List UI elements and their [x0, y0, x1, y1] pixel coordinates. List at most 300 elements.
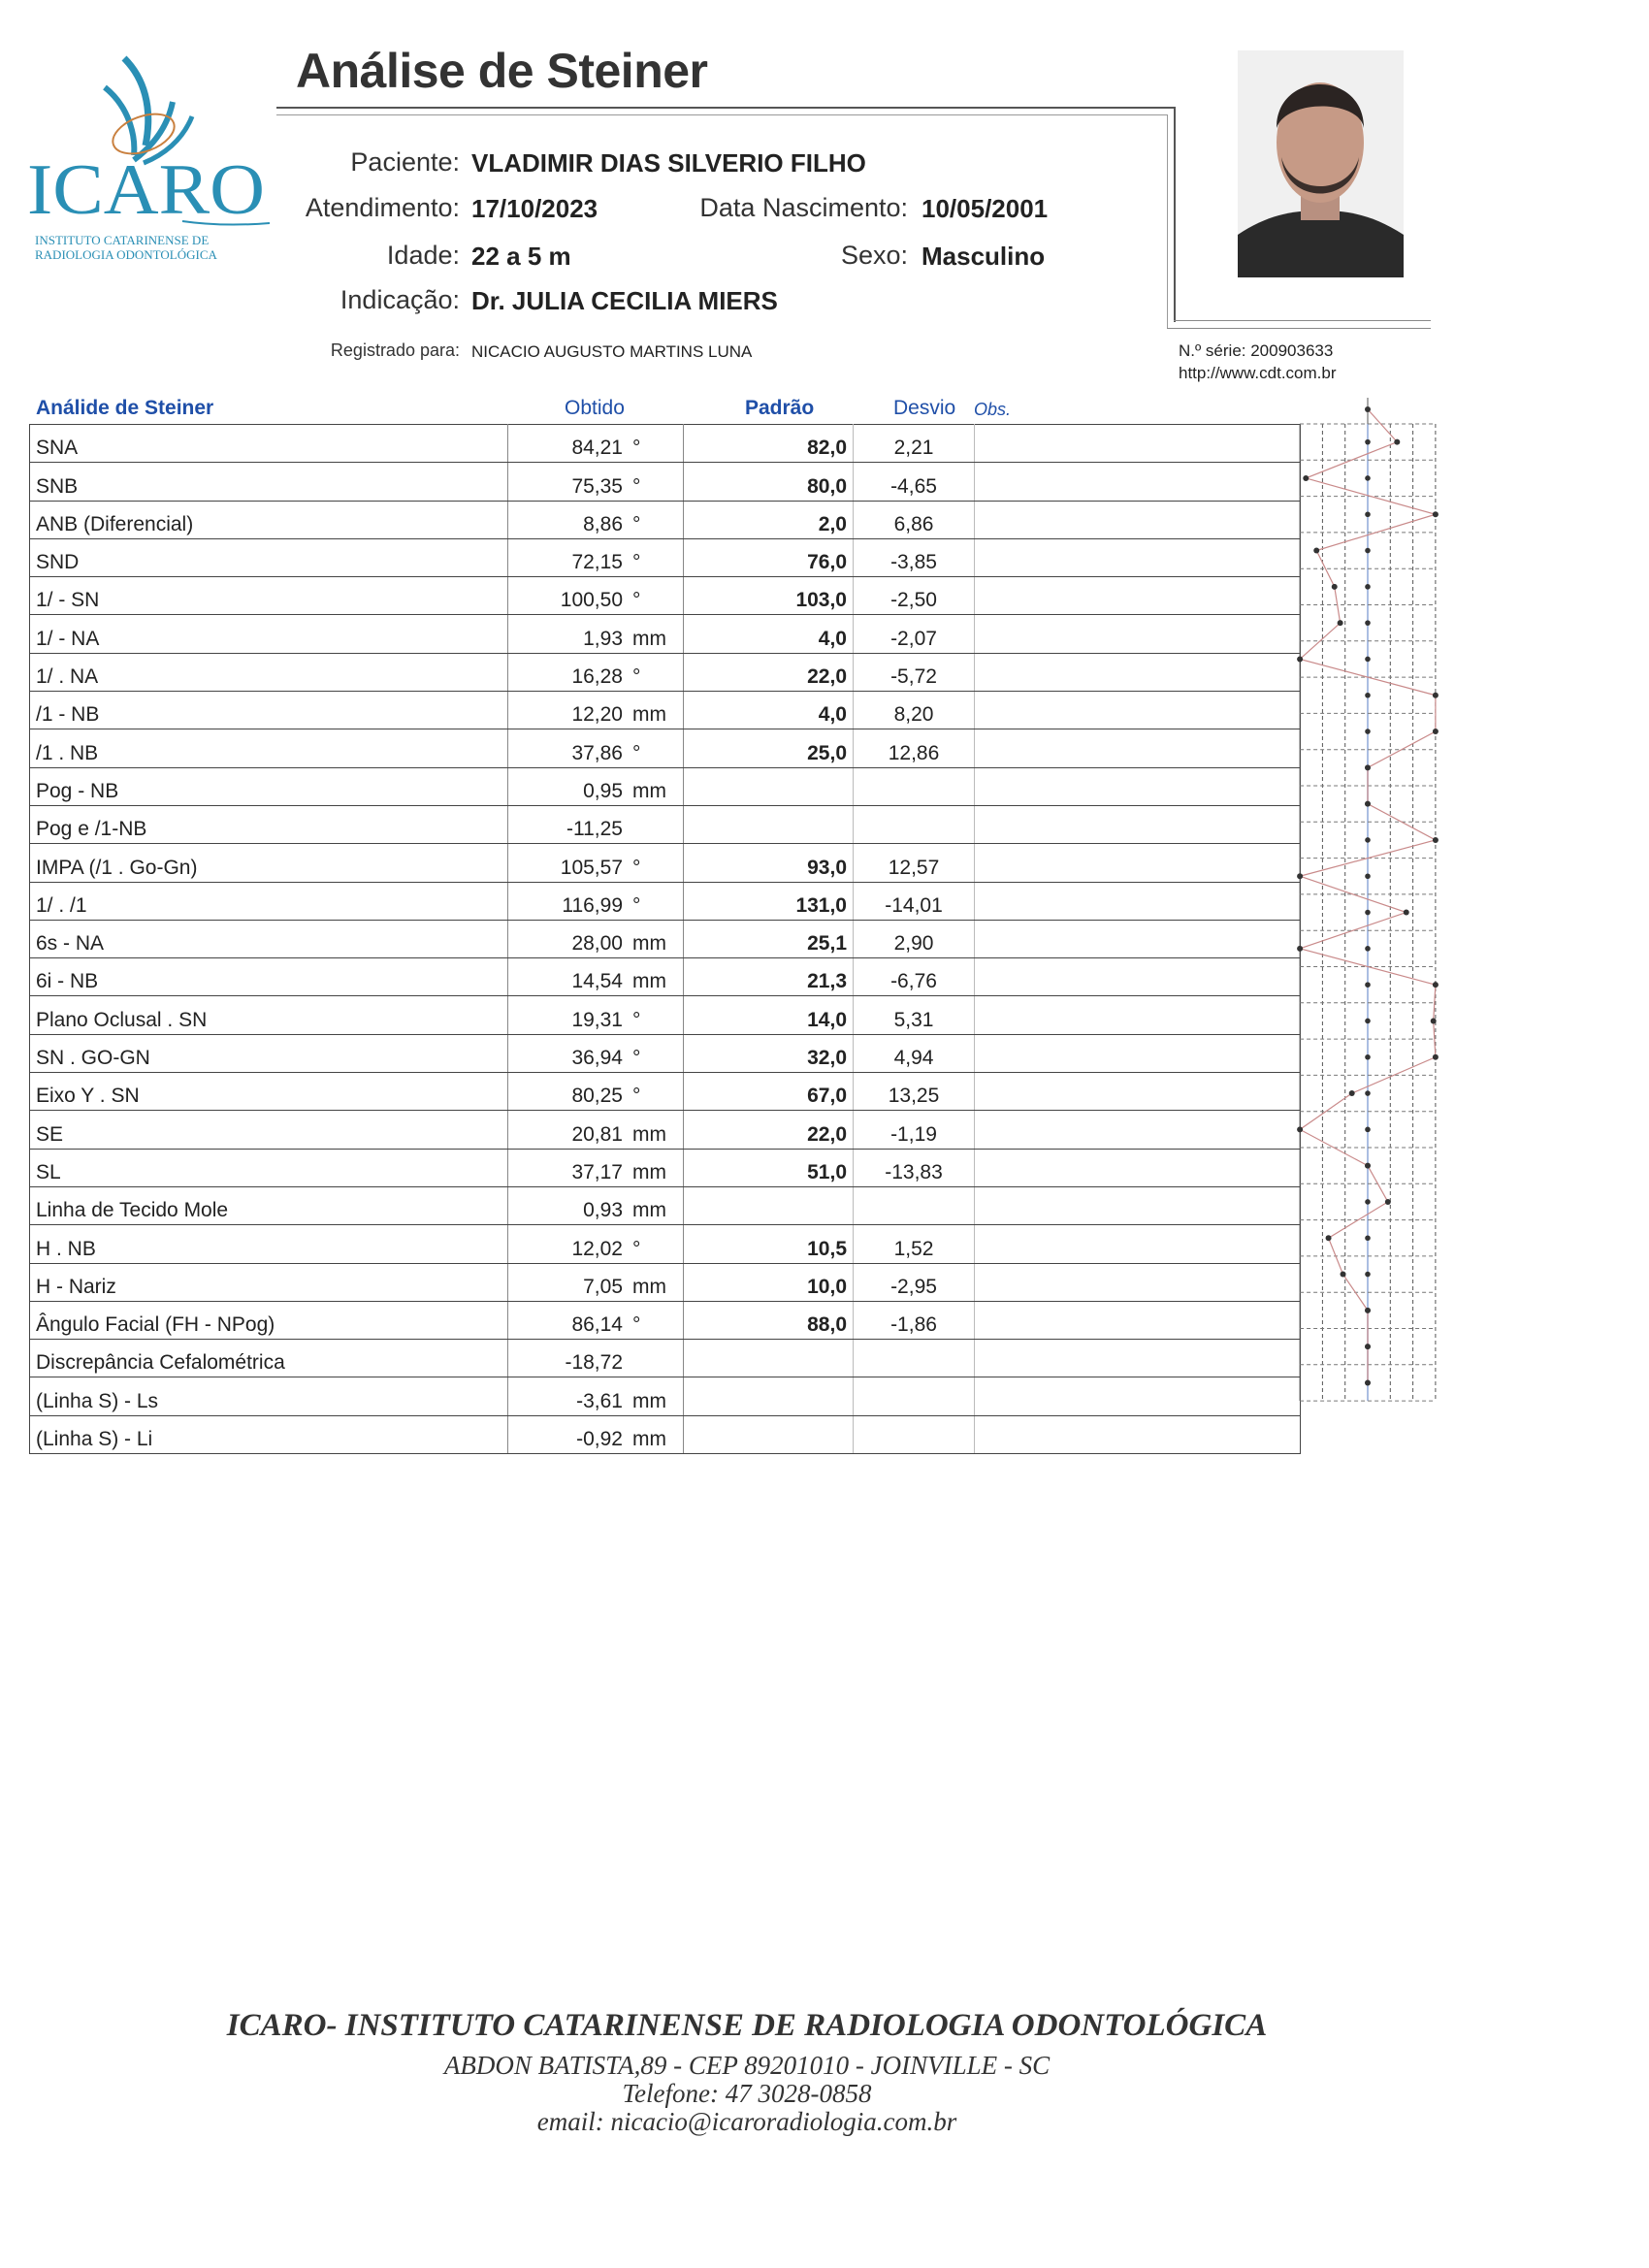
obs-cell: [975, 1111, 1301, 1149]
icaro-logo: [27, 49, 299, 228]
obtido-cell: [508, 615, 684, 653]
desvio-value: 12,86: [854, 729, 975, 767]
sexo-value: Masculino: [922, 242, 1046, 271]
padrao-value: 2,0: [684, 501, 854, 538]
obtido-value: 37,17: [571, 1160, 623, 1183]
padrao-value: 67,0: [684, 1073, 854, 1111]
chart-deviation-point: [1365, 764, 1371, 770]
indicacao-value: Dr. JULIA CECILIA MIERS: [471, 286, 778, 315]
obtido-cell: [508, 1340, 684, 1377]
obtido-value: 14,54: [571, 970, 623, 993]
divider: [276, 114, 1167, 115]
patient-photo: [1238, 50, 1404, 277]
chart-deviation-point: [1365, 801, 1371, 807]
chart-norm-point: [1365, 1090, 1371, 1096]
chart-norm-point: [1365, 1127, 1371, 1133]
table-row: [30, 1073, 1301, 1111]
measure-name: 1/ . /1: [30, 882, 508, 920]
desvio-value: -3,85: [854, 538, 975, 576]
table-row: [30, 844, 1301, 882]
obs-cell: [975, 463, 1301, 501]
nascimento-value: 10/05/2001: [922, 194, 1049, 223]
obtido-value: 8,86: [583, 512, 623, 535]
obs-cell: [975, 805, 1301, 843]
measure-name: /1 . NB: [30, 729, 508, 767]
obs-cell: [975, 692, 1301, 729]
table-row: [30, 1377, 1301, 1415]
unit-label: mm: [632, 703, 666, 727]
divider: [1167, 328, 1431, 329]
unit-label: °: [632, 1237, 641, 1260]
measure-name: Linha de Tecido Mole: [30, 1186, 508, 1224]
measure-name: 6i - NB: [30, 958, 508, 996]
chart-deviation-point: [1313, 548, 1319, 554]
table-header-name: Análide de Steiner: [36, 397, 214, 419]
obtido-value: 116,99: [562, 893, 623, 917]
padrao-value: 93,0: [684, 844, 854, 882]
chart-norm-point: [1365, 1019, 1371, 1024]
chart-deviation-point: [1303, 475, 1309, 481]
chart-deviation-point: [1433, 982, 1439, 988]
unit-label: °: [632, 665, 641, 689]
obtido-cell: [508, 692, 684, 729]
deviation-chart: [1290, 388, 1445, 1407]
unit-label: mm: [632, 1160, 666, 1183]
unit-label: °: [632, 741, 641, 764]
chart-norm-point: [1365, 982, 1371, 988]
chart-deviation-point: [1385, 1199, 1391, 1205]
table-row: [30, 767, 1301, 805]
padrao-value: 25,0: [684, 729, 854, 767]
obs-cell: [975, 882, 1301, 920]
obtido-value: -0,92: [576, 1428, 623, 1451]
measure-name: Pog - NB: [30, 767, 508, 805]
chart-norm-point: [1365, 1054, 1371, 1060]
table-row: [30, 1340, 1301, 1377]
measure-name: Plano Oclusal . SN: [30, 996, 508, 1034]
chart-deviation-point: [1297, 656, 1303, 662]
obtido-value: 0,93: [583, 1199, 623, 1222]
idade-label: Idade:: [386, 241, 460, 270]
desvio-value: 6,86: [854, 501, 975, 538]
measure-name: ANB (Diferencial): [30, 501, 508, 538]
desvio-value: -4,65: [854, 463, 975, 501]
chart-deviation-point: [1338, 620, 1343, 626]
nascimento-label: Data Nascimento:: [699, 193, 908, 222]
padrao-value: 51,0: [684, 1149, 854, 1186]
desvio-value: 4,94: [854, 1034, 975, 1072]
padrao-value: [684, 1186, 854, 1224]
footer-email: email: nicacio@icaroradiologia.com.br: [536, 2107, 957, 2136]
obtido-cell: [508, 729, 684, 767]
padrao-value: 22,0: [684, 653, 854, 691]
unit-label: mm: [632, 970, 666, 993]
chart-deviation-point: [1332, 584, 1338, 590]
indicacao-label: Indicação:: [340, 285, 460, 314]
obs-cell: [975, 1263, 1301, 1301]
table-row: [30, 1415, 1301, 1453]
obtido-cell: [508, 1149, 684, 1186]
padrao-value: [684, 1415, 854, 1453]
paciente-label: Paciente:: [350, 147, 460, 177]
obtido-value: 37,86: [571, 741, 623, 764]
desvio-value: 1,52: [854, 1225, 975, 1263]
desvio-value: [854, 1340, 975, 1377]
padrao-value: 14,0: [684, 996, 854, 1034]
obs-cell: [975, 1073, 1301, 1111]
logo-subtitle-2: RADIOLOGIA ODONTOLÓGICA: [35, 247, 217, 262]
obs-cell: [975, 1415, 1301, 1453]
page-title: Análise de Steiner: [296, 44, 708, 98]
divider: [276, 107, 1174, 109]
chart-norm-point: [1365, 620, 1371, 626]
table-row: [30, 538, 1301, 576]
unit-label: mm: [632, 932, 666, 956]
obtido-value: 80,25: [571, 1085, 623, 1108]
obtido-value: 105,57: [560, 856, 623, 879]
desvio-value: [854, 805, 975, 843]
obs-cell: [975, 767, 1301, 805]
measure-name: Discrepância Cefalométrica: [30, 1340, 508, 1377]
unit-label: mm: [632, 1428, 666, 1451]
chart-deviation-point: [1326, 1235, 1332, 1241]
unit-label: °: [632, 437, 641, 460]
desvio-value: -2,95: [854, 1263, 975, 1301]
table-row: [30, 1225, 1301, 1263]
table-row: [30, 501, 1301, 538]
chart-deviation-point: [1433, 693, 1439, 698]
measure-name: (Linha S) - Ls: [30, 1377, 508, 1415]
padrao-value: 4,0: [684, 615, 854, 653]
padrao-value: 10,0: [684, 1263, 854, 1301]
table-row: [30, 882, 1301, 920]
chart-deviation-point: [1297, 946, 1303, 952]
padrao-value: [684, 1340, 854, 1377]
obtido-cell: [508, 577, 684, 615]
chart-norm-point: [1365, 946, 1371, 952]
chart-norm-point: [1365, 548, 1371, 554]
obs-cell: [975, 844, 1301, 882]
measure-name: SNB: [30, 463, 508, 501]
obtido-value: -3,61: [576, 1389, 623, 1412]
desvio-value: [854, 767, 975, 805]
idade-value: 22 a 5 m: [471, 242, 571, 271]
desvio-value: [854, 1186, 975, 1224]
obtido-cell: [508, 1301, 684, 1339]
divider: [1167, 114, 1168, 328]
chart-norm-point: [1365, 657, 1371, 663]
divider: [1174, 320, 1431, 321]
measure-name: SN . GO-GN: [30, 1034, 508, 1072]
padrao-value: 103,0: [684, 577, 854, 615]
padrao-value: 32,0: [684, 1034, 854, 1072]
measure-name: H . NB: [30, 1225, 508, 1263]
measure-name: H - Nariz: [30, 1263, 508, 1301]
desvio-value: [854, 1377, 975, 1415]
padrao-value: [684, 767, 854, 805]
obtido-value: -18,72: [565, 1351, 623, 1375]
chart-norm-point: [1365, 1199, 1371, 1205]
obs-cell: [975, 996, 1301, 1034]
measure-name: SND: [30, 538, 508, 576]
chart-deviation-point: [1404, 910, 1409, 916]
footer-institution: ICARO- INSTITUTO CATARINENSE DE RADIOLOGIA ODONTOLÓGICA: [226, 2008, 1268, 2043]
atendimento-label: Atendimento:: [305, 193, 460, 222]
footer-phone: Telefone: 47 3028-0858: [622, 2079, 872, 2108]
obtido-value: 100,50: [560, 589, 623, 612]
obtido-cell: [508, 1111, 684, 1149]
obs-cell: [975, 538, 1301, 576]
obtido-cell: [508, 1225, 684, 1263]
padrao-value: 21,3: [684, 958, 854, 996]
desvio-value: 5,31: [854, 996, 975, 1034]
obtido-value: 84,21: [571, 437, 623, 460]
padrao-value: 25,1: [684, 920, 854, 957]
padrao-value: 80,0: [684, 463, 854, 501]
obtido-value: 0,95: [583, 779, 623, 802]
unit-label: mm: [632, 779, 666, 802]
chart-norm-point: [1365, 511, 1371, 517]
obs-cell: [975, 1301, 1301, 1339]
desvio-value: -2,50: [854, 577, 975, 615]
desvio-value: -13,83: [854, 1149, 975, 1186]
obtido-value: 86,14: [571, 1313, 623, 1337]
unit-label: °: [632, 1313, 641, 1337]
desvio-value: -14,01: [854, 882, 975, 920]
obs-cell: [975, 729, 1301, 767]
measure-name: (Linha S) - Li: [30, 1415, 508, 1453]
table-row: [30, 1186, 1301, 1224]
obtido-value: 20,81: [571, 1122, 623, 1146]
desvio-value: -2,07: [854, 615, 975, 653]
obs-cell: [975, 920, 1301, 957]
desvio-value: 13,25: [854, 1073, 975, 1111]
measure-name: /1 - NB: [30, 692, 508, 729]
obtido-value: 75,35: [571, 474, 623, 498]
table-row: [30, 920, 1301, 957]
unit-label: mm: [632, 627, 666, 650]
obtido-cell: [508, 844, 684, 882]
padrao-value: [684, 1377, 854, 1415]
unit-label: °: [632, 1085, 641, 1108]
table-row: [30, 1301, 1301, 1339]
chart-deviation-point: [1394, 439, 1400, 445]
unit-label: mm: [632, 1122, 666, 1146]
steiner-table: [29, 424, 1301, 1454]
obtido-cell: [508, 805, 684, 843]
obtido-cell: [508, 425, 684, 463]
chart-deviation-point: [1365, 1163, 1371, 1169]
desvio-value: -5,72: [854, 653, 975, 691]
unit-label: °: [632, 589, 641, 612]
desvio-value: 2,21: [854, 425, 975, 463]
chart-deviation-point: [1433, 729, 1439, 734]
unit-label: °: [632, 893, 641, 917]
obtido-value: 19,31: [571, 1008, 623, 1031]
obs-cell: [975, 615, 1301, 653]
obtido-cell: [508, 882, 684, 920]
unit-label: °: [632, 551, 641, 574]
table-row: [30, 425, 1301, 463]
padrao-value: 82,0: [684, 425, 854, 463]
table-row: [30, 996, 1301, 1034]
chart-norm-point: [1365, 729, 1371, 734]
padrao-value: 131,0: [684, 882, 854, 920]
table-header-padrao: Padrão: [745, 397, 815, 419]
chart-norm-point: [1365, 910, 1371, 916]
table-row: [30, 692, 1301, 729]
measure-name: SE: [30, 1111, 508, 1149]
desvio-value: -6,76: [854, 958, 975, 996]
table-row: [30, 653, 1301, 691]
measure-name: Ângulo Facial (FH - NPog): [30, 1301, 508, 1339]
obtido-value: 16,28: [571, 665, 623, 689]
obtido-value: 12,02: [571, 1237, 623, 1260]
obs-cell: [975, 958, 1301, 996]
obtido-cell: [508, 463, 684, 501]
padrao-value: 76,0: [684, 538, 854, 576]
measure-name: SNA: [30, 425, 508, 463]
obtido-cell: [508, 920, 684, 957]
chart-deviation-point: [1297, 1126, 1303, 1132]
chart-norm-point: [1365, 693, 1371, 698]
table-row: [30, 958, 1301, 996]
obs-cell: [975, 1377, 1301, 1415]
measure-name: Pog e /1-NB: [30, 805, 508, 843]
obtido-value: 12,20: [571, 703, 623, 727]
obtido-value: -11,25: [566, 818, 623, 841]
table-row: [30, 729, 1301, 767]
obs-cell: [975, 501, 1301, 538]
chart-norm-point: [1365, 584, 1371, 590]
obtido-cell: [508, 1073, 684, 1111]
table-header-obs: Obs.: [974, 400, 1012, 419]
chart-deviation-point: [1365, 1308, 1371, 1313]
table-header-obtido: Obtido: [565, 397, 625, 419]
padrao-value: [684, 805, 854, 843]
measure-name: 1/ . NA: [30, 653, 508, 691]
measure-name: SL: [30, 1149, 508, 1186]
obtido-value: 1,93: [583, 627, 623, 650]
chart-deviation-point: [1365, 1344, 1371, 1349]
obtido-value: 7,05: [583, 1275, 623, 1298]
table-row: [30, 615, 1301, 653]
table-row: [30, 1034, 1301, 1072]
measure-name: 1/ - SN: [30, 577, 508, 615]
desvio-value: -1,86: [854, 1301, 975, 1339]
obtido-cell: [508, 501, 684, 538]
obs-cell: [975, 1034, 1301, 1072]
chart-deviation-point: [1341, 1272, 1346, 1278]
obtido-cell: [508, 538, 684, 576]
atendimento-value: 17/10/2023: [471, 194, 598, 223]
table-row: [30, 1263, 1301, 1301]
padrao-value: 22,0: [684, 1111, 854, 1149]
table-row: [30, 577, 1301, 615]
chart-norm-point: [1365, 837, 1371, 843]
obs-cell: [975, 577, 1301, 615]
unit-label: °: [632, 856, 641, 879]
padrao-value: 88,0: [684, 1301, 854, 1339]
desvio-value: 12,57: [854, 844, 975, 882]
obs-cell: [975, 1225, 1301, 1263]
unit-label: °: [632, 1047, 641, 1070]
svg-text:ICARO: ICARO: [27, 150, 265, 228]
registrado-label: Registrado para:: [330, 340, 460, 360]
unit-label: mm: [632, 1275, 666, 1298]
unit-label: °: [632, 512, 641, 535]
obtido-value: 28,00: [571, 932, 623, 956]
obs-cell: [975, 653, 1301, 691]
obs-cell: [975, 1186, 1301, 1224]
obtido-cell: [508, 996, 684, 1034]
chart-norm-point: [1365, 1272, 1371, 1278]
obtido-cell: [508, 1034, 684, 1072]
table-row: [30, 1149, 1301, 1186]
desvio-value: [854, 1415, 975, 1453]
obtido-value: 36,94: [571, 1047, 623, 1070]
chart-deviation-point: [1433, 511, 1439, 517]
obtido-cell: [508, 1377, 684, 1415]
footer-address: ABDON BATISTA,89 - CEP 89201010 - JOINVILLE - SC: [443, 2051, 1051, 2080]
desvio-value: 8,20: [854, 692, 975, 729]
chart-deviation-point: [1431, 1018, 1437, 1023]
chart-deviation-point: [1349, 1090, 1355, 1096]
chart-deviation-point: [1433, 837, 1439, 843]
table-header-desvio: Desvio: [893, 397, 956, 419]
obs-cell: [975, 425, 1301, 463]
obtido-cell: [508, 1415, 684, 1453]
obtido-cell: [508, 653, 684, 691]
obtido-value: 72,15: [571, 551, 623, 574]
divider: [1174, 107, 1176, 322]
obtido-cell: [508, 1263, 684, 1301]
unit-label: °: [632, 474, 641, 498]
logo-subtitle-1: INSTITUTO CATARINENSE DE: [35, 233, 210, 247]
obs-cell: [975, 1340, 1301, 1377]
chart-deviation-point: [1365, 406, 1371, 412]
desvio-value: 2,90: [854, 920, 975, 957]
chart-deviation-point: [1433, 1054, 1439, 1060]
paciente-value: VLADIMIR DIAS SILVERIO FILHO: [471, 148, 866, 178]
unit-label: °: [632, 1008, 641, 1031]
table-row: [30, 463, 1301, 501]
website: http://www.cdt.com.br: [1179, 364, 1337, 382]
chart-norm-point: [1365, 439, 1371, 445]
padrao-value: 10,5: [684, 1225, 854, 1263]
unit-label: mm: [632, 1199, 666, 1222]
table-row: [30, 805, 1301, 843]
table-row: [30, 1111, 1301, 1149]
chart-norm-point: [1365, 475, 1371, 481]
obtido-cell: [508, 958, 684, 996]
chart-deviation-point: [1365, 1379, 1371, 1385]
registrado-value: NICACIO AUGUSTO MARTINS LUNA: [471, 342, 753, 361]
measure-name: 6s - NA: [30, 920, 508, 957]
measure-name: IMPA (/1 . Go-Gn): [30, 844, 508, 882]
measure-name: Eixo Y . SN: [30, 1073, 508, 1111]
sexo-label: Sexo:: [840, 241, 908, 270]
desvio-value: -1,19: [854, 1111, 975, 1149]
chart-norm-point: [1365, 1235, 1371, 1241]
chart-deviation-point: [1297, 873, 1303, 879]
obs-cell: [975, 1149, 1301, 1186]
measure-name: 1/ - NA: [30, 615, 508, 653]
unit-label: mm: [632, 1389, 666, 1412]
chart-norm-point: [1365, 873, 1371, 879]
padrao-value: 4,0: [684, 692, 854, 729]
obtido-cell: [508, 767, 684, 805]
